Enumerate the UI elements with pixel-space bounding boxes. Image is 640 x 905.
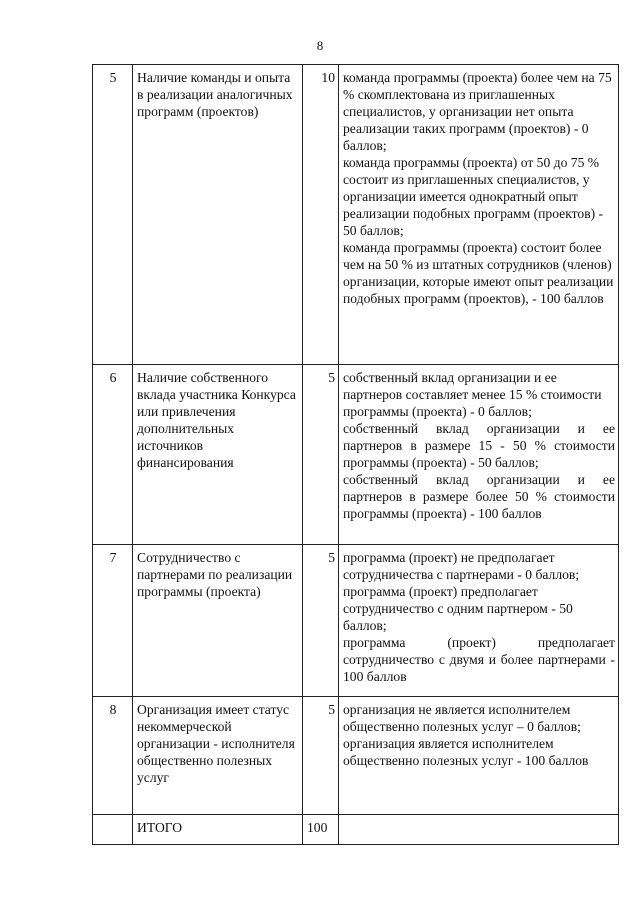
max-points: 10 (303, 65, 339, 365)
criterion-name-text: Сотрудничество с партнерами по реализации программы (проекта) (137, 550, 293, 599)
total-number (93, 815, 133, 845)
scoring-option: собственный вклад организации и ее партнеров в размере 15 - 50 % стоимости программы (проекта) - 50 баллов; (343, 421, 615, 470)
scoring-option: организация не является исполнителем общественно полезных услуг – 0 баллов; (343, 702, 581, 734)
criterion-name (133, 545, 303, 697)
scoring-description (339, 697, 619, 815)
scoring-option: программа (проект) предполагает сотрудничество с одним партнером - 50 баллов; (343, 584, 573, 633)
max-points: 5 (303, 545, 339, 697)
criterion-name-text: Наличие команды и опыта в реализации аналогичных программ (проектов) (137, 70, 293, 119)
total-points: 100 (303, 815, 339, 845)
row-number: 7 (93, 545, 133, 697)
row-number: 5 (93, 65, 133, 365)
scoring-description (339, 365, 619, 545)
criterion-name-text: Наличие собственного вклада участника Конкурса или привлечения дополнительных источников финансирования (137, 370, 296, 470)
scoring-option: программа (проект) не предполагает сотрудничества с партнерами - 0 баллов; (343, 550, 580, 582)
total-description (339, 815, 619, 845)
criterion-name-text: Организация имеет статус некоммерческой организации - исполнителя общественно полезных услуг (137, 702, 295, 785)
total-label: ИТОГО (133, 815, 303, 845)
scoring-option: команда программы (проекта) состоит более чем на 50 % из штатных сотрудников (членов) организации, которые имеют опыт реализации подобных программ (проектов), - 100 баллов (343, 240, 614, 306)
criteria-table (92, 64, 619, 845)
criterion-name (133, 365, 303, 545)
scoring-description (339, 545, 619, 697)
table-row (93, 697, 619, 815)
scoring-description (339, 65, 619, 365)
scoring-option: собственный вклад организации и ее партнеров составляет менее 15 % стоимости программы (проекта) - 0 баллов; (343, 370, 602, 419)
row-number: 8 (93, 697, 133, 815)
scoring-option: команда программы (проекта) от 50 до 75 % состоит из приглашенных специалистов, у организации имеется однократный опыт реализации подобных программ (проектов) - 50 баллов; (343, 155, 604, 238)
page-number: 8 (316, 38, 324, 53)
total-row (93, 815, 619, 845)
table-row (93, 365, 619, 545)
scoring-option: организация является исполнителем общественно полезных услуг - 100 баллов (343, 736, 589, 768)
scoring-option: команда программы (проекта) более чем на 75 % скомплектована из приглашенных специалистов, у организации нет опыта реализации таких программ (проектов) - 0 баллов; (343, 70, 612, 153)
max-points: 5 (303, 697, 339, 815)
max-points: 5 (303, 365, 339, 545)
scoring-option: собственный вклад организации и ее партнеров в размере более 50 % стоимости программы (проекта) - 100 баллов (343, 472, 615, 521)
criterion-name (133, 65, 303, 365)
scoring-option: программа (проект) предполагает сотрудничество с двумя и более партнерами - 100 баллов (343, 635, 615, 684)
table-row (93, 545, 619, 697)
table-row (93, 65, 619, 365)
criterion-name (133, 697, 303, 815)
row-number: 6 (93, 365, 133, 545)
